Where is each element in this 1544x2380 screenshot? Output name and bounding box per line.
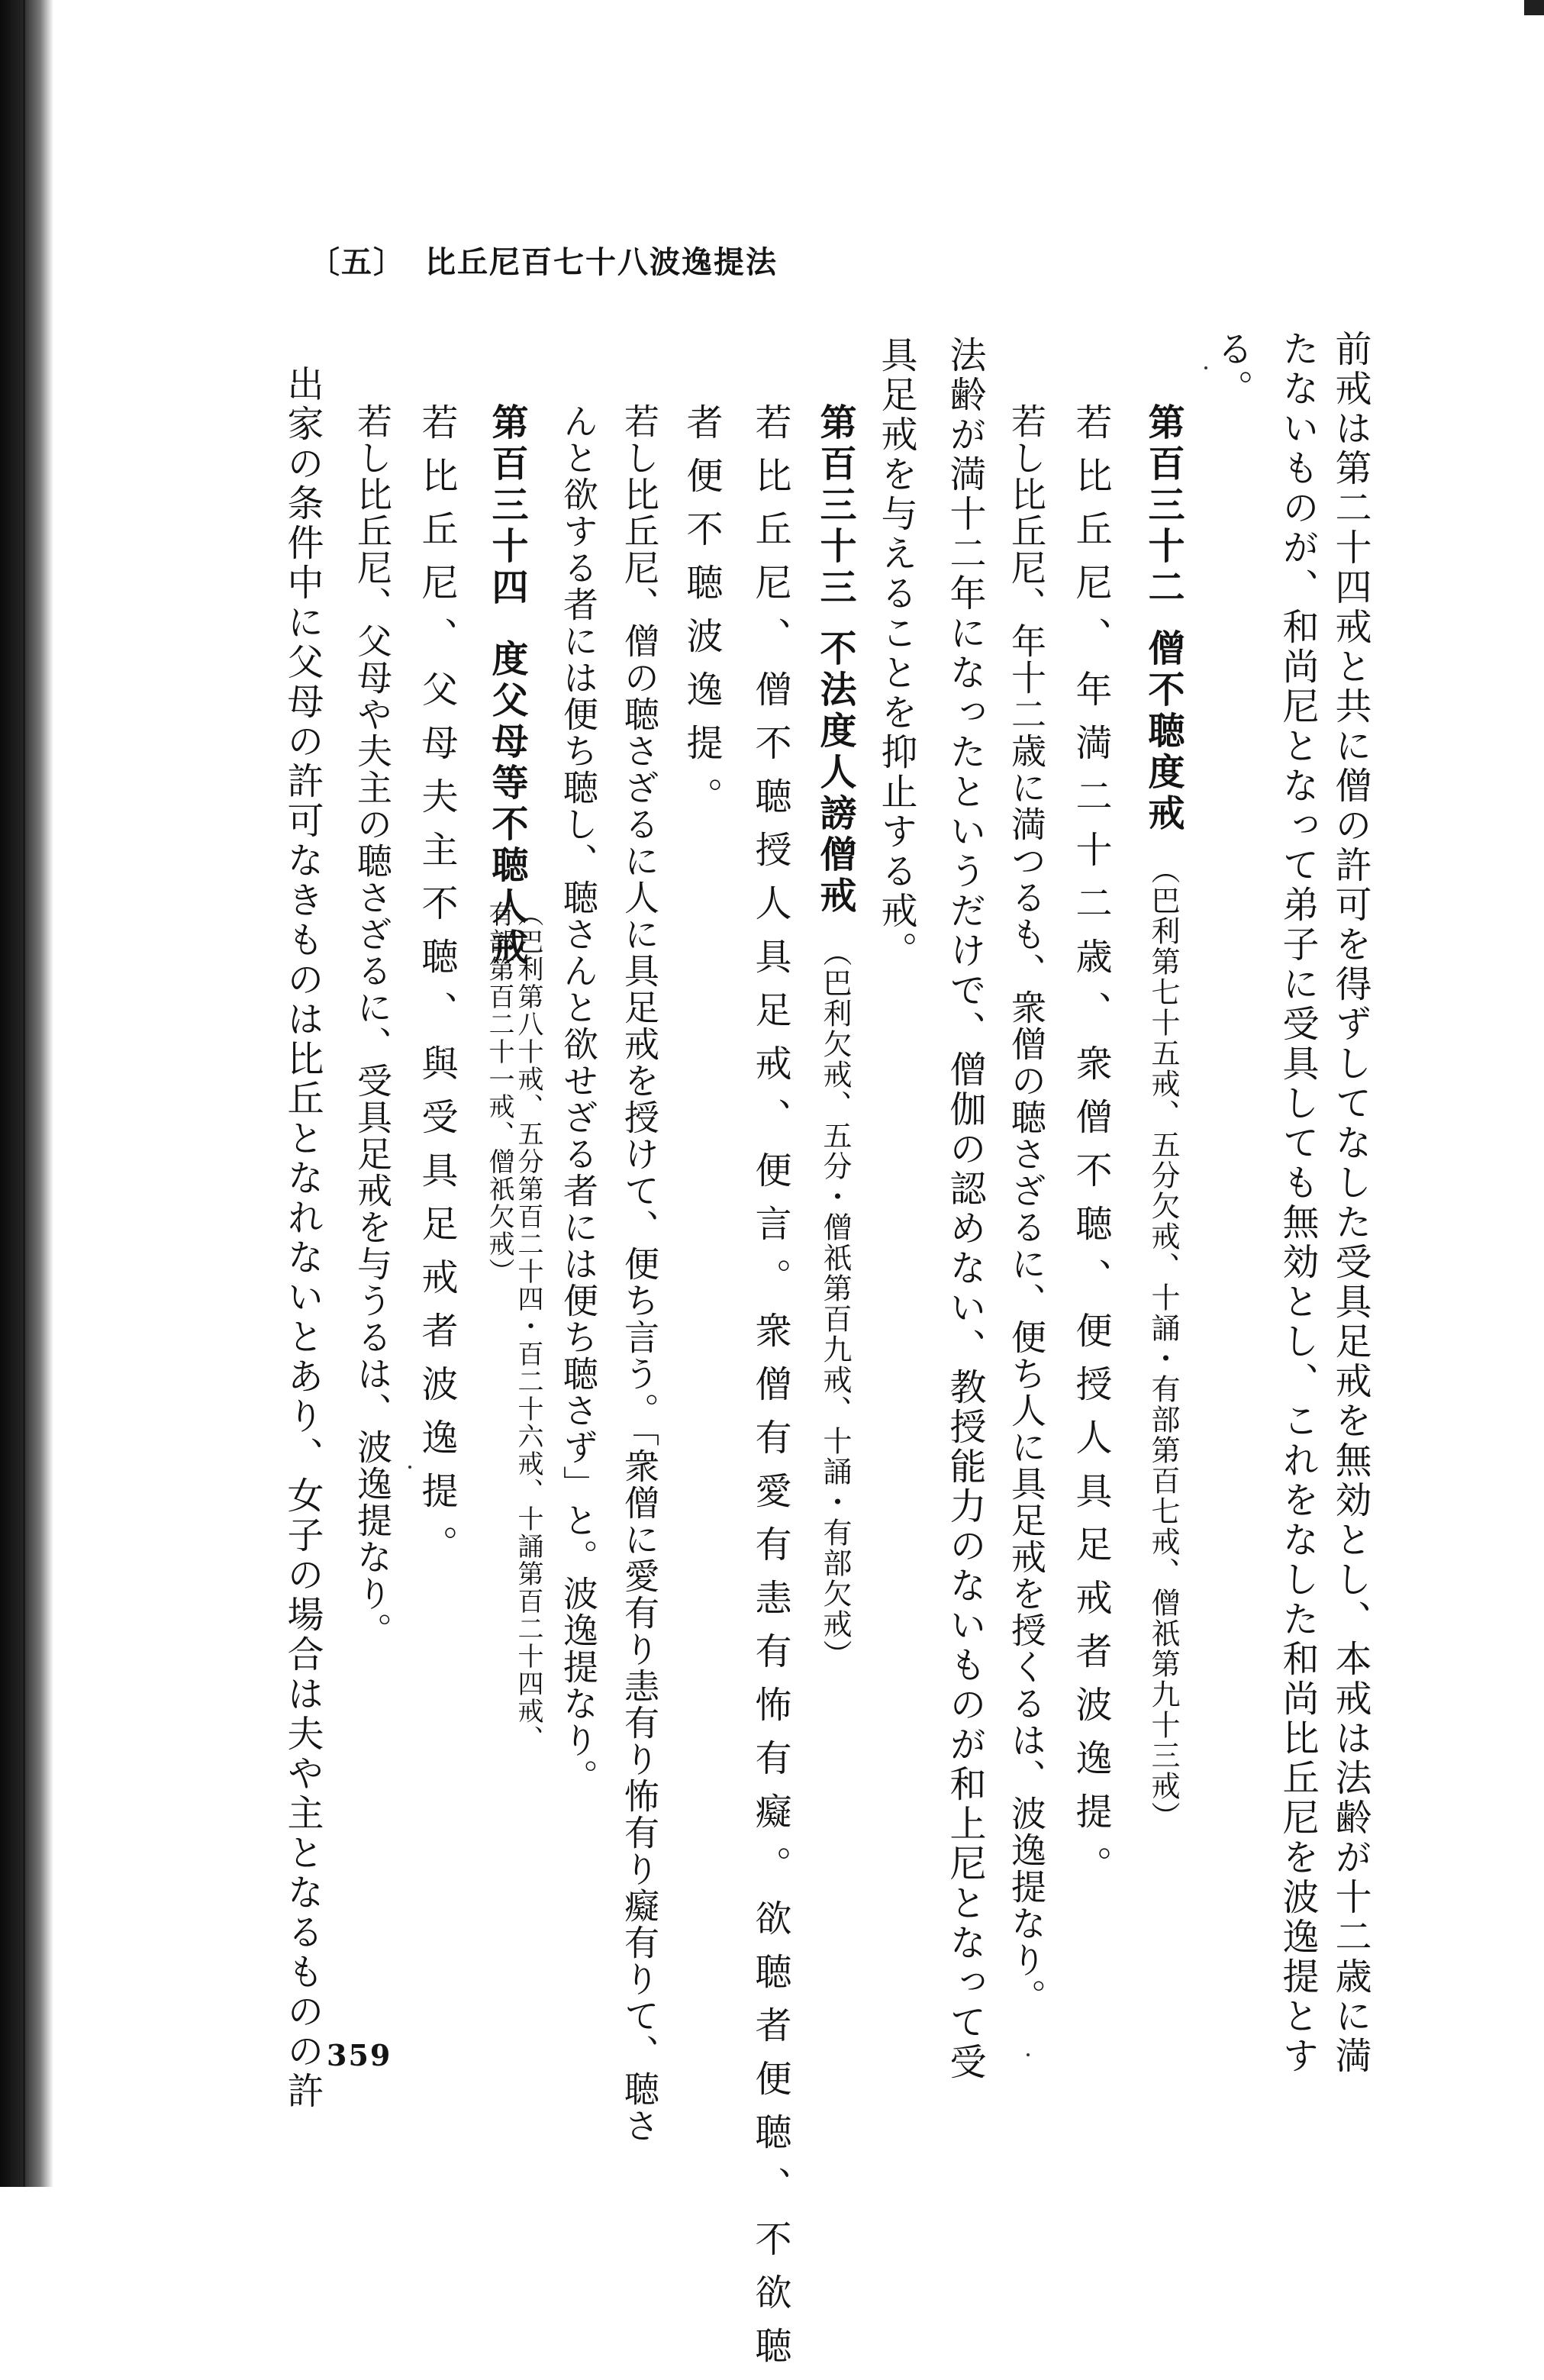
section-number: 〔五〕 <box>309 244 405 280</box>
body-column: 出家の条件中に父母の許可なきものは比丘となれないとあり、女子の場合は夫や主となるものの許 <box>281 365 324 2111</box>
section-title: 比丘尼百七十八波逸提法 <box>425 244 778 280</box>
rule-title: 僧不聴度戒 <box>1142 629 1185 835</box>
rule-title: 度父母等不聴人戒 <box>485 640 528 969</box>
page-binding-shadow <box>0 0 53 2187</box>
body-column: 若し比丘尼、年十二歳に満つるも、衆僧の聴さざるに、便ち人に具足戒を授くるは、波逸提なり。 <box>1006 403 1047 2015</box>
body-column: 若し比丘尼、僧の聴さざるに人に具足戒を授けて、便ち言う。「衆僧に愛有り恚有り怖有り癡有りて、聴さ <box>619 403 660 2144</box>
rule-text-column: 若比丘尼、年満二十二歳、衆僧不聴、便授人具足戒者波逸提。 <box>1069 403 1112 1899</box>
rule-source-note-line: （巴利第八十戒、五分第百二十四・百二十六戒、十誦第百二十四戒、 <box>513 901 543 1753</box>
body-column: る。 <box>1210 330 1253 409</box>
section-header <box>309 238 778 282</box>
binding-line <box>11 0 13 2187</box>
scan-speck <box>1204 366 1207 369</box>
rule-text-column: 若比丘尼、父母夫主不聴、與受具足戒者波逸提。 <box>415 403 458 1579</box>
binding-line <box>23 0 25 2187</box>
body-column: 前戒は第二十四戒と共に僧の許可を得ずしてなした受具足戒を無効とし、本戒は法齢が十二歳に満 <box>1329 330 1372 2076</box>
rule-number: 第百三十四 <box>485 403 528 609</box>
body-column: 法齢が満十二年になったというだけで、僧伽の認めない、教授能力のないものが和上尼となって受 <box>943 336 986 2082</box>
rule-source-note: （巴利第七十五戒、五分欠戒、十誦・有部第百七戒、僧祇第九十三戒） <box>1146 855 1180 1832</box>
rule-source-note-line: 有部第百二十一戒、僧祇欠戒） <box>484 901 514 1285</box>
rule-text-column: 若比丘尼、僧不聴授人具足戒、便言。衆僧有愛有恚有怖有癡。欲聴者便聴、不欲聴 <box>749 403 791 2380</box>
body-column: 具足戒を与えることを抑止する戒。 <box>875 336 917 971</box>
scan-speck <box>408 1466 411 1469</box>
rule-heading-column <box>814 403 856 1670</box>
body-column: んと欲する者には便ち聴し、聴さんと欲せざる者には便ち聴さず」と。波逸提なり。 <box>558 403 599 1795</box>
body-column: たないものが、和尚尼となって弟子に受具しても無効とし、これをなした和尚比丘尼を波逸提とす <box>1276 330 1319 2076</box>
rule-title: 不法度人謗僧戒 <box>814 629 856 917</box>
page-number: 359 <box>327 2038 392 2072</box>
rule-number: 第百三十二 <box>1142 403 1185 609</box>
rule-text-column: 者便不聴波逸提。 <box>680 403 723 830</box>
rule-heading-column <box>1142 403 1185 1832</box>
body-column: 若し比丘尼、父母や夫主の聴さざるに、受具足戒を与うるは、波逸提なり。 <box>352 403 393 1649</box>
rule-source-note <box>485 901 543 1753</box>
rule-number: 第百三十三 <box>814 403 856 609</box>
scan-corner-mark <box>1524 0 1544 15</box>
scan-speck <box>1027 2053 1030 2056</box>
rule-source-note: （巴利欠戒、五分・僧祇第百九戒、十誦・有部欠戒） <box>818 937 852 1670</box>
